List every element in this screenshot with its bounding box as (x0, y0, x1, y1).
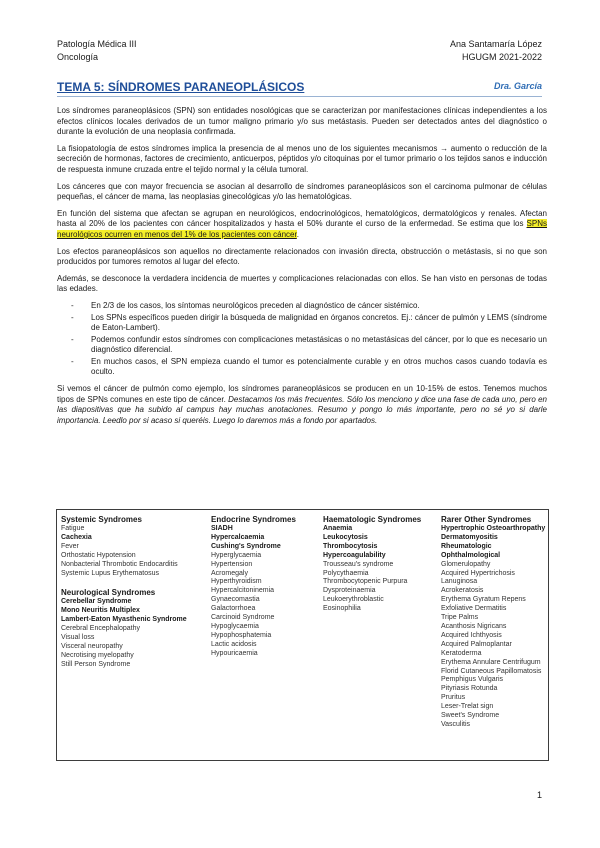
header-hospital-year: HGUGM 2021-2022 (461, 52, 542, 62)
syndrome-item: Acromegaly (211, 569, 248, 577)
lecturer-name: Dra. García (493, 81, 542, 91)
syndrome-item: Hypertension (211, 560, 253, 568)
list-item (57, 301, 547, 312)
syndrome-item: Glomerulopathy (441, 560, 491, 568)
paragraph-incidence: Además, se desconoce la verdadera incidencia de muertes y complicaciones relacionadas con ellos. Se han visto en personas de todas las edades. (57, 273, 547, 294)
title-row (57, 80, 542, 97)
heading-neurological: Neurological Syndromes (61, 588, 156, 598)
syndrome-item: Pemphigus Vulgaris (441, 676, 503, 684)
highlighted-text: SPNs neurológicos ocurren en menos del 1% de los pacientes con cáncer (57, 219, 547, 239)
syndrome-item: Erythema Annulare Centrifugum (441, 658, 541, 666)
list-item (57, 313, 547, 334)
syndrome-item: Rheumatologic (441, 542, 492, 550)
lung-cancer-text: Si vemos el cáncer de pulmón como ejemplo, los síndromes paraneoplásicos se producen en un 10-15% de estos. Tenemos muchos tipos de SPNs comunes en este tipo de cáncer. (57, 384, 547, 404)
syndrome-item: Necrotising myelopathy (61, 651, 134, 659)
syndrome-item: Galactorrhoea (211, 605, 256, 613)
syndrome-item: Hypercalcitoninemia (211, 587, 275, 595)
syndrome-item: Polycythaemia (323, 569, 369, 577)
syndrome-item: Acanthosis Nigricans (441, 622, 507, 630)
paragraph-frequent-cancers: Los cánceres que con mayor frecuencia se asocian al desarrollo de síndromes paraneoplásicos son el carcinoma pulmonar de células pequeñas, el cáncer de mama, las neoplasias ginecológicas y/o las hematológicas. (57, 181, 547, 202)
syndrome-item: Acquired Hypertrichosis Lanuginosa (441, 569, 515, 586)
syndrome-item: Hypertrophic Osteoarthropathy (441, 525, 546, 532)
rarer-list (441, 525, 547, 730)
syndrome-item: Hyperthyroidism (211, 578, 262, 586)
syndrome-item: Visceral neuropathy (61, 642, 123, 650)
syndrome-item: Orthostatic Hypotension (61, 551, 136, 559)
syndrome-item: Pityriasis Rotunda (441, 685, 498, 693)
haematologic-list (323, 525, 435, 614)
syndrome-item: Carcinoid Syndrome (211, 614, 275, 622)
syndrome-item: Fever (61, 542, 79, 550)
heading-haematologic: Haematologic Syndromes (323, 515, 422, 524)
syndromes-table (56, 509, 549, 761)
heading-rarer: Rarer Other Syndromes (441, 515, 532, 524)
syndrome-item: Thrombocytopenic Purpura (323, 578, 408, 586)
header-course: Patología Médica III (57, 39, 137, 49)
document-body (57, 106, 547, 432)
syndrome-item: Lactic acidosis (211, 640, 257, 648)
bullet-dash: - (71, 300, 74, 310)
syndrome-item: Eosinophilia (323, 605, 361, 613)
bullet-list (57, 301, 547, 378)
syndrome-item: Hypercoagulability (323, 551, 386, 559)
page-title: TEMA 5: SÍNDROMES PARANEOPLÁSICOS (57, 80, 305, 94)
heading-endocrine: Endocrine Syndromes (211, 515, 296, 524)
syndrome-item: Nonbacterial Thrombotic Endocarditis (61, 560, 178, 568)
bullet-dash: - (71, 356, 74, 366)
syndrome-item: Pruritus (441, 694, 466, 702)
syndrome-item: Tripe Palms (441, 614, 479, 622)
syndrome-item: Mono Neuritis Multiplex (61, 607, 140, 615)
list-item (57, 357, 547, 378)
paragraph-definition: Los síndromes paraneoplásicos (SPN) son entidades nosológicas que se caracterizan por manifestaciones clínicas independientes a los efectos clínicos locales derivados de un tumor maligno primario y/o sus metástasis. Pueden ser detectados antes del diagnóstico o durante la evolución de una neoplasia confirmada. (57, 106, 547, 137)
syndrome-item: Gynaecomastia (211, 596, 260, 604)
syndrome-item: SIADH (211, 525, 233, 532)
bullet-dash: - (71, 334, 74, 344)
syndrome-item: Leukoerythroblastic (323, 596, 384, 604)
syndrome-item: Cerebellar Syndrome (61, 598, 132, 606)
bullet-dash: - (71, 312, 74, 322)
syndrome-item: Ophthalmological (441, 551, 501, 559)
syndrome-item: Exfoliative Dermatitis (441, 605, 507, 613)
syndrome-item: Acquired Palmoplantar Keratoderma (441, 640, 512, 657)
list-item-text: Podemos confundir estos síndromes con complicaciones metastásicas o no metastásicas del cáncer, por lo que es necesario un diagnóstico diferencial. (91, 334, 547, 355)
column-haematologic (323, 515, 435, 614)
list-item-text: En muchos casos, el SPN empieza cuando el tumor es potencialmente curable y en otros muchos casos cuando todavía es oculto. (91, 356, 547, 377)
syndrome-item: Systemic Lupus Erythematosus (61, 569, 160, 577)
column-gap (61, 578, 211, 588)
syndrome-item: Dermatomyositis (441, 533, 498, 541)
syndrome-item: Florid Cutaneous Papillomatosis (441, 667, 542, 675)
syndrome-item: Dysproteinaemia (323, 587, 376, 595)
syndrome-item: Anaemia (323, 525, 353, 532)
column-rarer (441, 515, 547, 730)
header-left (57, 38, 137, 64)
syndrome-item: Visual loss (61, 634, 95, 642)
syndrome-item: Hypoglycaemia (211, 622, 259, 630)
list-item-text: En 2/3 de los casos, los síntomas neurológicos preceden al diagnóstico de cáncer sistémico. (91, 300, 420, 310)
syndrome-item: Hyperglycaemia (211, 551, 262, 559)
syndrome-item: Acquired Ichthyosis (441, 631, 502, 639)
header-subject: Oncología (57, 52, 99, 62)
neurological-list (61, 598, 211, 669)
header-right (450, 38, 542, 64)
header-author-name: Ana Santamaría López (449, 39, 542, 49)
syndrome-item: Leukocytosis (323, 533, 368, 541)
syndrome-item: Still Person Syndrome (61, 660, 131, 668)
endocrine-list (211, 525, 323, 659)
syndrome-item: Hypouricaemia (211, 649, 258, 657)
syndrome-item: Cerebral Encephalopathy (61, 625, 140, 633)
list-item-text: Los SPNs específicos pueden dirigir la búsqueda de malignidad en órganos concretos. Ej.: cáncer de pulmón y LEMS (síndrome de Eaton-Lambert). (91, 312, 547, 333)
syndrome-item: Sweet's Syndrome (441, 712, 500, 720)
syndrome-item: Cushing's Syndrome (211, 542, 281, 550)
syndrome-item: Cachexia (61, 533, 92, 541)
classification-end: . (296, 229, 299, 239)
column-endocrine (211, 515, 323, 659)
column-systemic-neuro (61, 515, 211, 670)
classification-text: En función del sistema que afectan se agrupan en neurológicos, endocrinológicos, hematológicos, dermatológicos y renales. Afectan hasta al 20% de los pacientes con cáncer hospitalizados y hasta el 50% durante el curso de la enfermedad. Se estima que los (57, 208, 547, 229)
syndrome-item: Fatigue (61, 525, 85, 532)
paragraph-classification (57, 209, 547, 241)
syndrome-item: Acrokeratosis (441, 587, 484, 595)
systemic-list (61, 525, 211, 578)
page-number: 1 (536, 790, 542, 800)
syndrome-item: Hypophosphatemia (211, 631, 272, 639)
syndrome-item: Vasculitis (441, 720, 471, 728)
list-item (57, 335, 547, 356)
paragraph-effects: Los efectos paraneoplásicos son aquellos no directamente relacionados con invasión directa, obstrucción o metástasis, si no que son producidos por tumores remotos al lugar del efecto. (57, 246, 547, 267)
paragraph-pathophysiology: La fisiopatología de estos síndromes implica la presencia de al menos uno de los siguientes mecanismos → aumento o reducción de la secreción de hormonas, factores de crecimiento, anticuerpos, péptidos y/o citoquinas por el tumor primario o los tejidos sanos e inducción de respuesta inmune cruzada entre el tejido normal y la célula tumoral. (57, 143, 547, 174)
syndrome-item: Lambert-Eaton Myasthenic Syndrome (61, 616, 187, 624)
paragraph-lung-cancer (57, 384, 547, 426)
lung-cancer-note: Destacamos los más frecuentes. Sólo los menciono y dice una fase de cada uno, pero en las diapositivas que ha subido al campus hay muchas anotaciones. Resumo y pongo lo más importante, pero no sé yo si darle importancia. Leedlo por si acaso si queréis. Luego lo daremos más a fondo por apartados. (57, 394, 548, 425)
syndrome-item: Trousseau's syndrome (323, 560, 394, 568)
heading-systemic: Systemic Syndromes (61, 515, 142, 524)
syndrome-item: Thrombocytosis (323, 542, 378, 550)
syndrome-item: Hypercalcaemia (211, 533, 265, 541)
syndrome-item: Erythema Gyratum Repens (441, 596, 526, 604)
syndrome-item: Leser-Trelat sign (441, 703, 494, 711)
